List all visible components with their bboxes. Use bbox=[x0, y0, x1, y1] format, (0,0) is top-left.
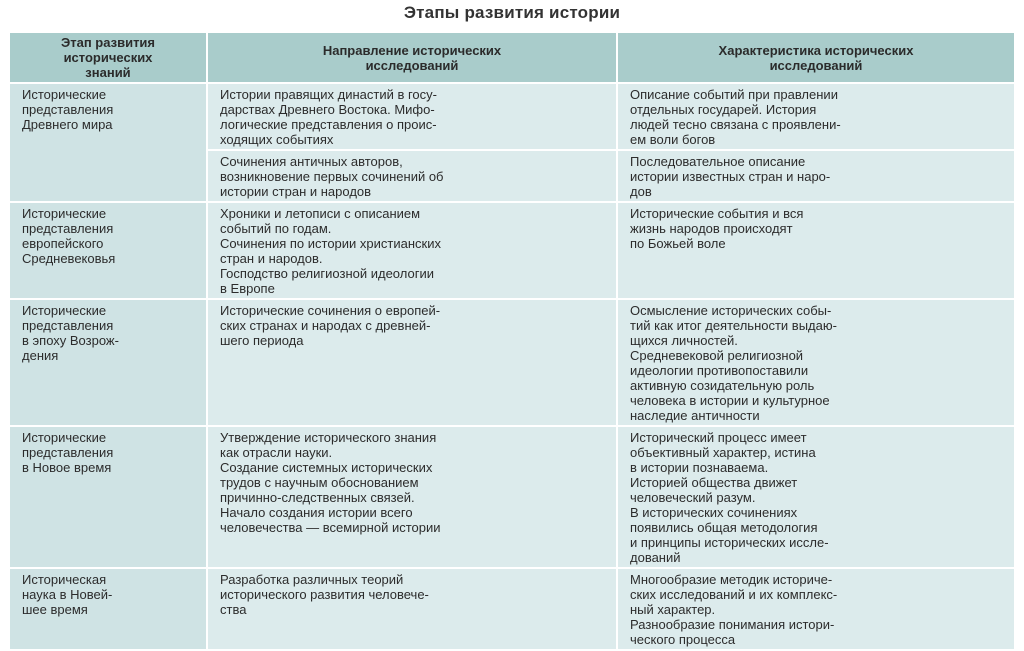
table-row bbox=[10, 84, 1014, 149]
characteristic-cell: Исторические события и вся жизнь народов происходят по Божьей воле bbox=[618, 203, 1014, 298]
history-stages-table bbox=[8, 31, 1016, 651]
stage-cell: Исторические представления Древнего мира bbox=[10, 84, 206, 201]
direction-cell: Утверждение исторического знания как отрасли науки. Создание системных исторических трудов с научным обоснованием причинно-следственных связей. Начало создания истории всего человечества — всемирной истории bbox=[208, 427, 616, 567]
table-row bbox=[10, 569, 1014, 649]
characteristic-cell: Исторический процесс имеет объективный характер, истина в истории познаваема. Историей общества движет человеческий разум. В исторических сочинениях появились общая методология и принципы исторических иссле- дований bbox=[618, 427, 1014, 567]
characteristic-cell: Описание событий при правлении отдельных государей. История людей тесно связана с проявлени- ем воли богов bbox=[618, 84, 1014, 149]
page-title: Этапы развития истории bbox=[403, 3, 621, 22]
header-row bbox=[10, 33, 1014, 82]
direction-cell: Хроники и летописи с описанием событий по годам. Сочинения по истории христианских стран и народов. Господство религиозной идеологии в Европе bbox=[208, 203, 616, 298]
stage-cell: Исторические представления в Новое время bbox=[10, 427, 206, 567]
characteristic-cell: Многообразие методик историче- ских исследований и их комплекс- ный характер. Разнообразие понимания истори- ческого процесса bbox=[618, 569, 1014, 649]
stage-cell: Историческая наука в Новей- шее время bbox=[10, 569, 206, 649]
characteristic-cell: Осмысление исторических собы- тий как итог деятельности выдаю- щихся личностей. Средневековой религиозной идеологии противопоставили активную созидательную роль человека в истории и культурное наследие античности bbox=[618, 300, 1014, 425]
table-row bbox=[10, 203, 1014, 298]
header-characteristic: Характеристика исторических исследований bbox=[618, 33, 1014, 82]
direction-cell: Исторические сочинения о европей- ских странах и народах с древней- шего периода bbox=[208, 300, 616, 425]
direction-cell: Сочинения античных авторов, возникновение первых сочинений об истории стран и народов bbox=[208, 151, 616, 201]
direction-cell: Разработка различных теорий исторического развития человече- ства bbox=[208, 569, 616, 649]
characteristic-cell: Последовательное описание истории известных стран и наро- дов bbox=[618, 151, 1014, 201]
table-row bbox=[10, 300, 1014, 425]
header-stage: Этап развития исторических знаний bbox=[10, 33, 206, 82]
direction-cell: Истории правящих династий в госу- дарствах Древнего Востока. Мифо- логические представления о проис- ходящих событиях bbox=[208, 84, 616, 149]
table-row bbox=[10, 427, 1014, 567]
stage-cell: Исторические представления европейского Средневековья bbox=[10, 203, 206, 298]
stage-cell: Исторические представления в эпоху Возрож- дения bbox=[10, 300, 206, 425]
header-direction: Направление исторических исследований bbox=[208, 33, 616, 82]
